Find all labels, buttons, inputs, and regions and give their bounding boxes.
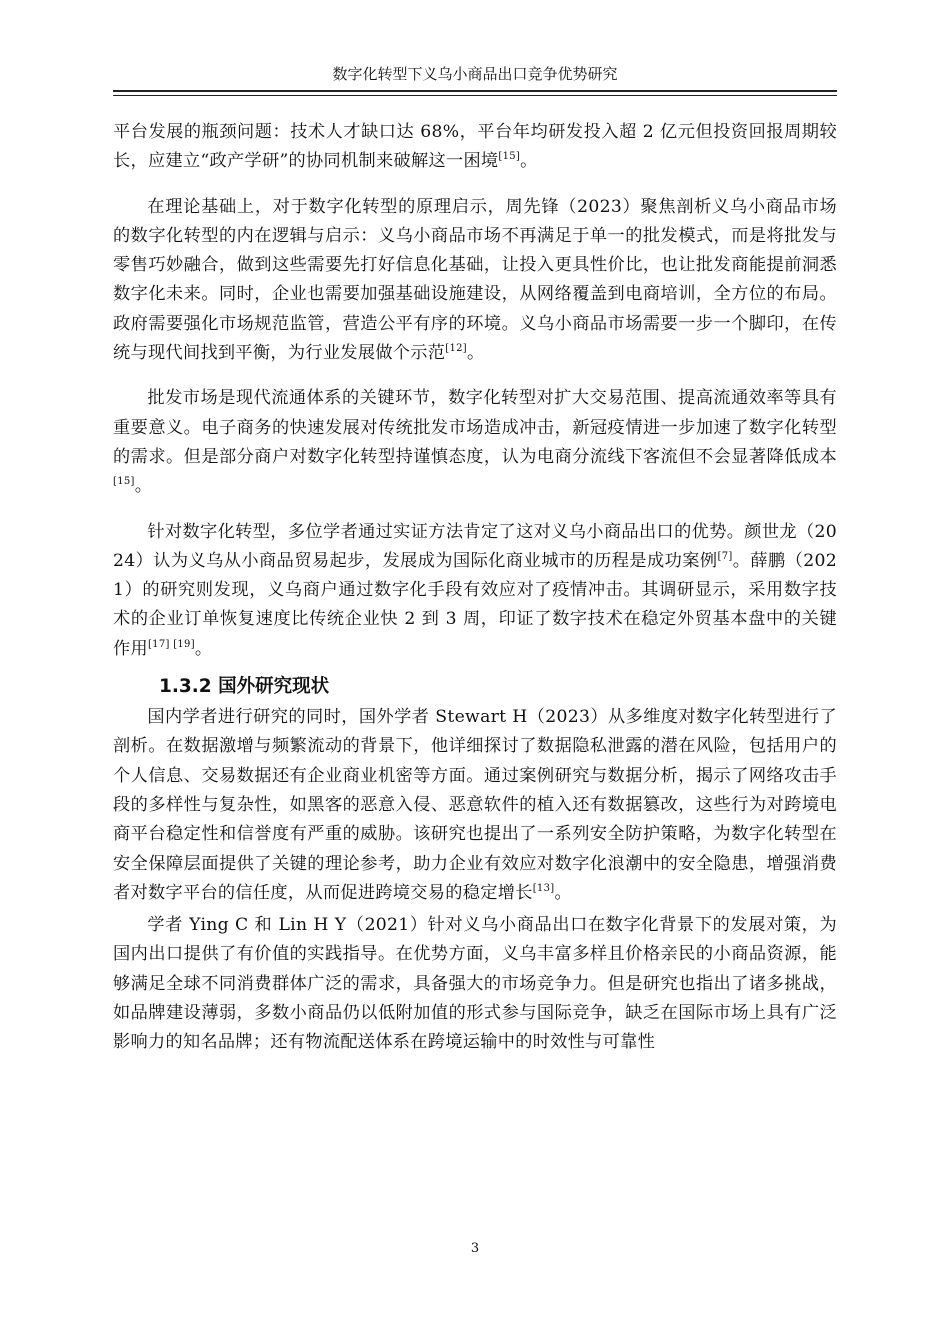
citation: [15]	[113, 476, 135, 488]
section-heading: 1.3.2 国外研究现状	[159, 676, 330, 698]
paragraph-empirical: 针对数字化转型，多位学者通过实证方法肯定了这对义乌小商品出口的优势。颜世龙（2024）认为义乌从小商品贸易起步，发展成为国际化商业城市的历程是成功案例[7]。薛鹏（2021）的研究则发现，义乌商户通过数字化手段有效应对了疫情冲击。其调研显示，采用数字技术的企业订单恢复速度比传统企业快 2 到 3 周，印证了数字技术在稳定外贸基本盘中的关键作用[17] [19]。	[113, 521, 838, 659]
citation: [17] [19]	[147, 638, 195, 650]
paragraph-foreign-1: 国内学者进行研究的同时，国外学者 Stewart H（2023）从多维度对数字化转型进行了剖析。在数据激增与频繁流动的背景下，他详细探讨了数据隐私泄露的潜在风险，包括用户的个人信息、交易数据还有企业商业机密等方面。通过案例研究与数据分析，揭示了网络攻击手段的多样性与复杂性，如黑客的恶意入侵、恶意软件的植入还有数据篡改，这些行为对跨境电商平台稳定性和信誉度有严重的威胁。该研究也提出了一系列安全防护策略，为数字化转型在安全保障层面提供了关键的理论参考，助力企业有效应对数字化浪潮中的安全隐患，增强消费者对数字平台的信任度，从而促进跨境交易的稳定增长[13]。	[113, 707, 837, 903]
citation: [13]	[532, 882, 555, 894]
header-rule-thick	[113, 90, 837, 92]
paragraph-theory: 在理论基础上，对于数字化转型的原理启示，周先锋（2023）聚焦剖析义乌小商品市场的数字化转型的内在逻辑与启示：义乌小商品市场不再满足于单一的批发模式，而是将批发与零售巧妙融合，做到这些需要先打好信息化基础，让投入更具性价比，也让批发商能提前洞悉数字化未来。同时，企业也需要加强基础设施建设，从网络覆盖到电商培训，全方位的布局。政府需要强化市场规范监管，营造公平有序的环境。义乌小商品市场需要一步一个脚印，在传统与现代间找到平衡，为行业发展做个示范[12]。	[113, 196, 837, 364]
paragraph-foreign-2: 学者 Ying C 和 Lin H Y（2021）针对义乌小商品出口在数字化背景下的发展对策，为国内出口提供了有价值的实践指导。在优势方面，义乌丰富多样且价格亲民的小商品资源，能够满足全球不同消费群体广泛的需求，具备强大的市场竞争力。但是研究也指出了诸多挑战，如品牌建设薄弱，多数小商品仍以低附加值的形式参与国际竞争，缺乏在国际市场上具有广泛影响力的知名品牌；还有物流配送体系在跨境运输中的时效性与可靠性	[113, 915, 837, 1053]
citation: [15]	[498, 151, 521, 163]
page-number: 3	[470, 1241, 480, 1256]
citation: [7]	[717, 550, 733, 562]
citation: [12]	[445, 343, 467, 355]
paragraph-continuation: 平台发展的瓶颈问题：技术人才缺口达 68%，平台年均研发投入超 2 亿元但投资回报周期较长，应建立“政产学研”的协同机制来破解这一困境[15]。	[113, 122, 837, 172]
header-rule-thin	[113, 95, 837, 96]
running-header: 数字化转型下义乌小商品出口竞争优势研究	[332, 65, 618, 83]
body-text	[113, 118, 837, 1058]
paragraph-wholesale: 批发市场是现代流通体系的关键环节，数字化转型对扩大交易范围、提高流通效率等具有重要意义。电子商务的快速发展对传统批发市场造成冲击，新冠疫情进一步加速了数字化转型的需求。但是部分商户对数字化转型持谨慎态度，认为电商分流线下客流但不会显著降低成本[15]。	[113, 388, 837, 497]
